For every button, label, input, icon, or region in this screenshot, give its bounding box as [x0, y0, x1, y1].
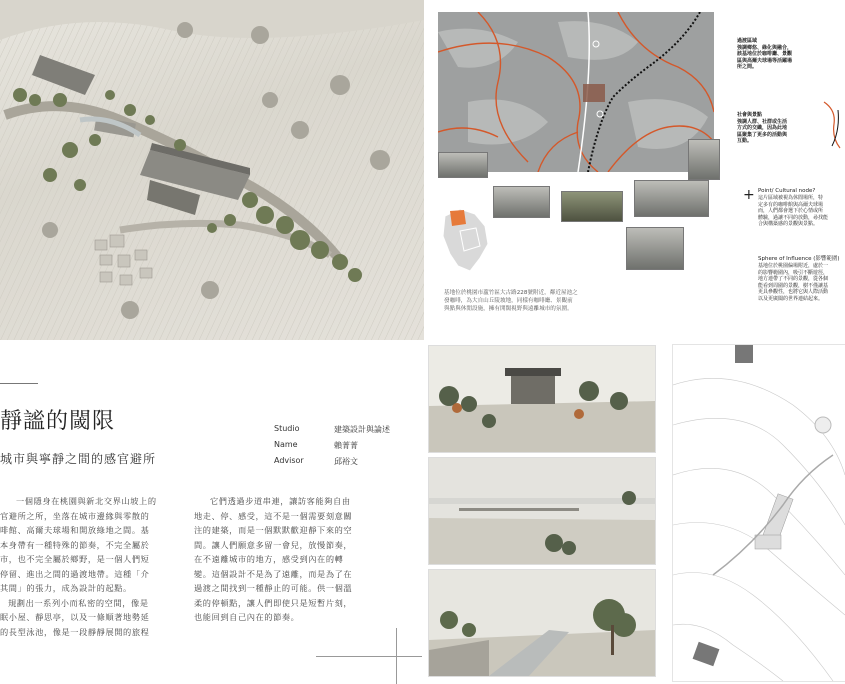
body-line: 在不遠離城市的地方，感受到內在的轉 [194, 554, 344, 564]
social-annotation: 社會與景點 強調人群、社群或生活 方式的交織，因為此地 區聚集了更多的活動與 互動。 [737, 112, 788, 144]
body-line: 其間」的張力，成為設計的起點。 [0, 583, 132, 593]
body-line: 也能回到自己內在的節奏。 [194, 612, 300, 622]
aerial-sketch [0, 0, 424, 340]
body-line: 本身帶有一種特殊的節奏，不完全屬於 [0, 539, 150, 550]
sea-view-sketch [429, 458, 655, 564]
influence-body: 基地位於桃園偏場附近，處於一 的影響範圍內，吸引不斷遊徑， 地方連帶了不同的景觀，從各個 能看到周圍的景觀，樹不僅讓基 更具參觀性，也將它與人際活動 以及更廣闊的世界連結起來。 [758, 263, 829, 302]
body-line: 它們透過步道串連，讓訪客能夠自由 [210, 496, 351, 506]
site-context-map [438, 12, 714, 172]
plus-icon: + [743, 187, 755, 203]
body-line: 注的建築，而是一個默默歡迎靜下來的空 [194, 525, 353, 535]
photo-thumbnail-4 [561, 191, 623, 222]
meta-advisor-value: 邱裕文 [334, 457, 358, 466]
body-line: 市，也不完全屬於鄉野，是一個人們短 [0, 554, 150, 564]
route-fragment [822, 100, 844, 150]
photo-thumbnail-6 [626, 227, 684, 270]
project-title: 靜謐的閾限 [0, 409, 116, 434]
body-text-right [194, 494, 384, 625]
rendering-pavilion [428, 345, 656, 453]
pool-path-sketch [429, 570, 655, 676]
project-subtitle: 城市與寧靜之間的感官避所 [0, 452, 157, 466]
meta-studio-label: Studio [274, 424, 300, 433]
point-title: Point/ Cultural node? [758, 188, 816, 194]
pavilion-sketch [429, 346, 655, 452]
body-line: 一個隱身在桃園與新北交界山坡上的 [16, 496, 157, 506]
site-plan-drawing [672, 344, 845, 682]
body-line: 間。讓人們願意多留一會兒，放慢節奏， [194, 539, 353, 550]
crosshair-horizontal [316, 656, 422, 657]
meta-advisor-label: Advisor [274, 456, 304, 465]
body-line: 眠小屋、靜思亭，以及一條順著地勢延 [0, 612, 150, 622]
body-line: 的長型泳池，像是一段靜靜展開的旅程 [0, 626, 150, 637]
photo-thumbnail-2 [688, 139, 720, 180]
photo-thumbnail-1 [438, 152, 488, 178]
rendering-pool-path [428, 569, 656, 677]
influence-title: Sphere of Influence (影響範圍) [758, 256, 840, 262]
aerial-site-rendering [0, 0, 424, 340]
body-line: 規劃出一系列小而私密的空間，像是 [8, 597, 149, 608]
site-plan-graphic [673, 345, 845, 681]
site-marker [583, 84, 605, 102]
meta-name-value: 賴菁菁 [334, 441, 358, 450]
body-line: 地走、停、感受，這不是一個需要刻意關 [194, 510, 353, 521]
context-map-graphic [438, 12, 714, 172]
photo-thumbnail-3 [493, 186, 550, 218]
body-line: 變。這個設計不是為了遠離，而是為了在 [194, 568, 353, 579]
body-line: 柔的停頓點，讓人們即使只是短暫片刻， [194, 597, 353, 608]
connection-annotation: 過渡區域 強調鄉悠、綠化與融合， 該基地位於咖啡廳、景觀 區與高爾夫球場等活躍場 所之間。 [737, 38, 793, 70]
body-line: 停留、進出之間的過渡地帶。這種「介 [0, 568, 150, 579]
body-text-left [0, 494, 180, 639]
body-line: 過渡之間找到一種靜止的可能。供一個溫 [194, 583, 353, 593]
body-line: 官避所之所，坐落在城市邊緣與零散的 [0, 510, 150, 521]
title-rule [0, 383, 38, 384]
district-locator-map [440, 206, 492, 276]
photo-thumbnail-5 [634, 180, 709, 217]
rendering-sea-view [428, 457, 656, 565]
body-line: 啡館、高爾夫球場和開放綠地之間。基 [0, 525, 150, 535]
site-caption: 基地位於桃園市蘆竹區大古路228號附近，鄰近屋池之 發咖啡，為大自山丘陵坡地，同樣有咖啡廳、景觀前 與點與休閒設施，擁有開闊視野與遠離城市的氛圍。 [444, 290, 578, 312]
meta-name-label: Name [274, 440, 298, 449]
point-body: 這片區域被視為休閒場所，特 定多有的咖啡館與高爾夫球場 而，人們都會選下於心情或所 體驗，過讓不同的放動，尋找能 合與構築感的景觀與景點。 [758, 195, 829, 227]
crosshair-vertical [396, 628, 397, 684]
meta-studio-value: 建築設計與論述 [334, 425, 390, 434]
